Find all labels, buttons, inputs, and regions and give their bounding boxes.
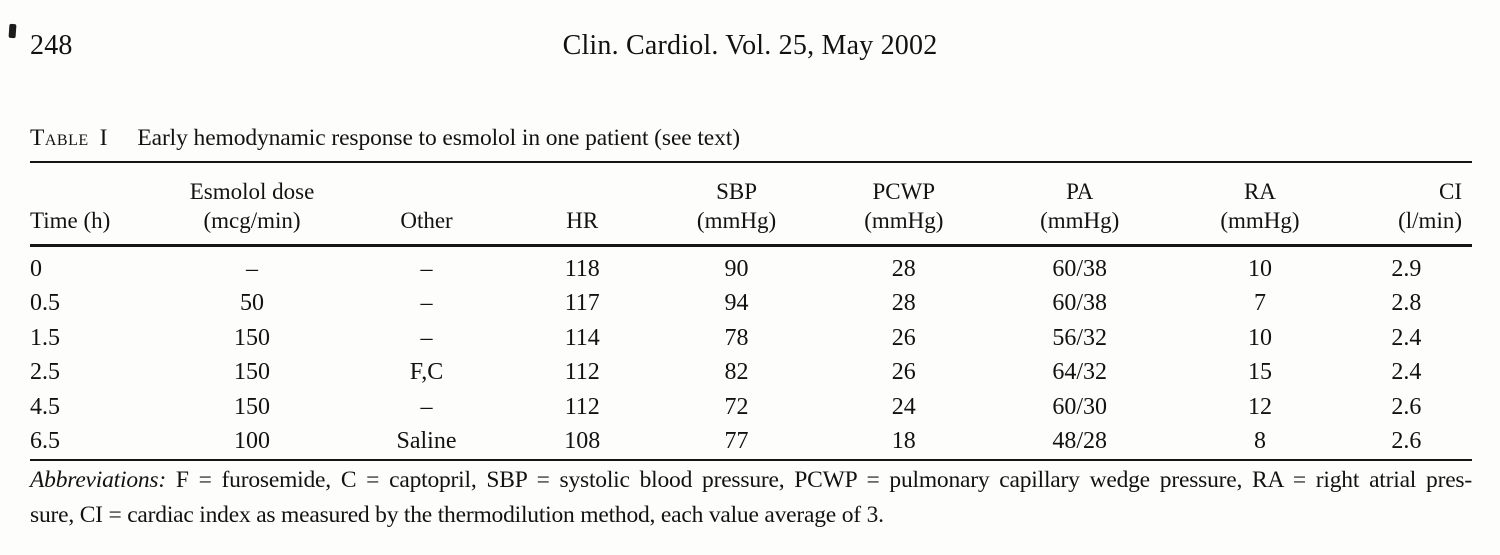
column-header-pa: PA (mmHg) bbox=[990, 162, 1169, 245]
cell-pa: 56/32 bbox=[1052, 324, 1108, 351]
cell-sbp: 77 bbox=[724, 428, 749, 454]
cell-esmolol-dose: 150 bbox=[234, 324, 271, 351]
cell-time: 0.5 bbox=[30, 290, 60, 316]
abbreviations-label: Abbreviations: bbox=[30, 467, 166, 493]
column-header-time: Time (h) bbox=[30, 162, 160, 245]
cell-sbp: 72 bbox=[724, 393, 749, 420]
cell-sbp: 94 bbox=[724, 290, 749, 316]
cell-other: – bbox=[420, 255, 433, 282]
footnote-line-1 bbox=[30, 463, 1472, 498]
column-header-sbp: SBP (mmHg) bbox=[656, 162, 818, 245]
cell-pa: 64/32 bbox=[1052, 359, 1108, 385]
cell-ra: 10 bbox=[1247, 255, 1272, 282]
cell-time: 6.5 bbox=[30, 428, 60, 454]
table-row bbox=[30, 424, 1472, 460]
cell-pcwp: 28 bbox=[891, 255, 916, 282]
cell-hr: 114 bbox=[564, 324, 600, 351]
caption-label: Table bbox=[30, 125, 89, 151]
cell-pcwp: 18 bbox=[891, 428, 916, 454]
cell-other: – bbox=[420, 324, 433, 351]
column-header-other: Other bbox=[344, 162, 508, 245]
cell-ci: 2.6 bbox=[1391, 428, 1422, 454]
cell-ra: 10 bbox=[1247, 324, 1272, 351]
cell-pcwp: 26 bbox=[891, 324, 916, 351]
cell-time: 0 bbox=[30, 255, 42, 282]
cell-esmolol-dose: 50 bbox=[240, 290, 265, 316]
cell-esmolol-dose: 100 bbox=[234, 428, 271, 454]
cell-pa: 60/38 bbox=[1052, 290, 1108, 316]
cell-hr: 108 bbox=[564, 428, 601, 454]
cell-ci: 2.8 bbox=[1391, 290, 1422, 316]
cell-pcwp: 26 bbox=[891, 359, 916, 385]
caption-title: Early hemodynamic response to esmolol in one patient (see text) bbox=[137, 125, 740, 151]
column-header-ci: CI (l/min) bbox=[1351, 162, 1472, 245]
column-header-ra: RA (mmHg) bbox=[1169, 162, 1351, 245]
table-header bbox=[30, 162, 1472, 245]
cell-hr: 117 bbox=[564, 290, 600, 316]
table-row bbox=[30, 286, 1472, 321]
cell-hr: 118 bbox=[564, 255, 600, 282]
cell-other: – bbox=[420, 393, 433, 420]
cell-time: 4.5 bbox=[30, 393, 60, 420]
cell-hr: 112 bbox=[564, 393, 600, 420]
cell-time: 2.5 bbox=[30, 359, 60, 385]
cell-pcwp: 28 bbox=[891, 290, 916, 316]
table-body bbox=[30, 245, 1472, 460]
cell-pa: 60/38 bbox=[1052, 255, 1108, 282]
cell-other: Saline bbox=[396, 428, 457, 454]
table-row bbox=[30, 390, 1472, 425]
header-row bbox=[30, 162, 1472, 245]
hemodynamics-table bbox=[30, 161, 1472, 461]
table-footnote bbox=[30, 463, 1472, 533]
table-row bbox=[30, 321, 1472, 356]
caption-number: I bbox=[99, 125, 108, 151]
cell-sbp: 78 bbox=[724, 324, 749, 351]
cell-ra: 7 bbox=[1253, 290, 1266, 316]
cell-other: – bbox=[420, 290, 433, 316]
cell-ci: 2.4 bbox=[1391, 359, 1422, 385]
cell-esmolol-dose: 150 bbox=[234, 393, 271, 420]
column-header-hr: HR bbox=[509, 162, 656, 245]
table-row bbox=[30, 245, 1472, 286]
cell-pa: 48/28 bbox=[1052, 428, 1108, 454]
cell-time: 1.5 bbox=[30, 324, 60, 351]
cell-ra: 12 bbox=[1247, 393, 1272, 420]
footnote-line-2: sure, CI = cardiac index as measured by the thermodilution method, each value average of 3. bbox=[30, 502, 884, 528]
cell-ra: 15 bbox=[1247, 359, 1272, 385]
cell-ci: 2.4 bbox=[1391, 324, 1422, 351]
cell-hr: 112 bbox=[564, 359, 600, 385]
journal-header: Clin. Cardiol. Vol. 25, May 2002 bbox=[562, 30, 938, 61]
page-number: 248 bbox=[30, 30, 73, 61]
column-header-esmolol-dose: Esmolol dose (mcg/min) bbox=[160, 162, 345, 245]
cell-ci: 2.9 bbox=[1391, 255, 1422, 282]
cell-sbp: 90 bbox=[724, 255, 749, 282]
footnote-line-1-text: F = furosemide, C = captopril, SBP = systolic blood pressure, PCWP = pulmonary capillary wedge pressure, RA = right atrial pres- bbox=[166, 467, 1472, 493]
cell-esmolol-dose: 150 bbox=[234, 359, 271, 385]
cell-pa: 60/30 bbox=[1052, 393, 1108, 420]
cell-sbp: 82 bbox=[724, 359, 749, 385]
cell-pcwp: 24 bbox=[891, 393, 916, 420]
table-caption bbox=[30, 125, 740, 152]
cell-ci: 2.6 bbox=[1391, 393, 1422, 420]
table-row bbox=[30, 355, 1472, 390]
cell-esmolol-dose: – bbox=[246, 255, 259, 282]
cell-ra: 8 bbox=[1253, 428, 1266, 454]
cell-other: F,C bbox=[409, 359, 444, 385]
column-header-pcwp: PCWP (mmHg) bbox=[817, 162, 990, 245]
